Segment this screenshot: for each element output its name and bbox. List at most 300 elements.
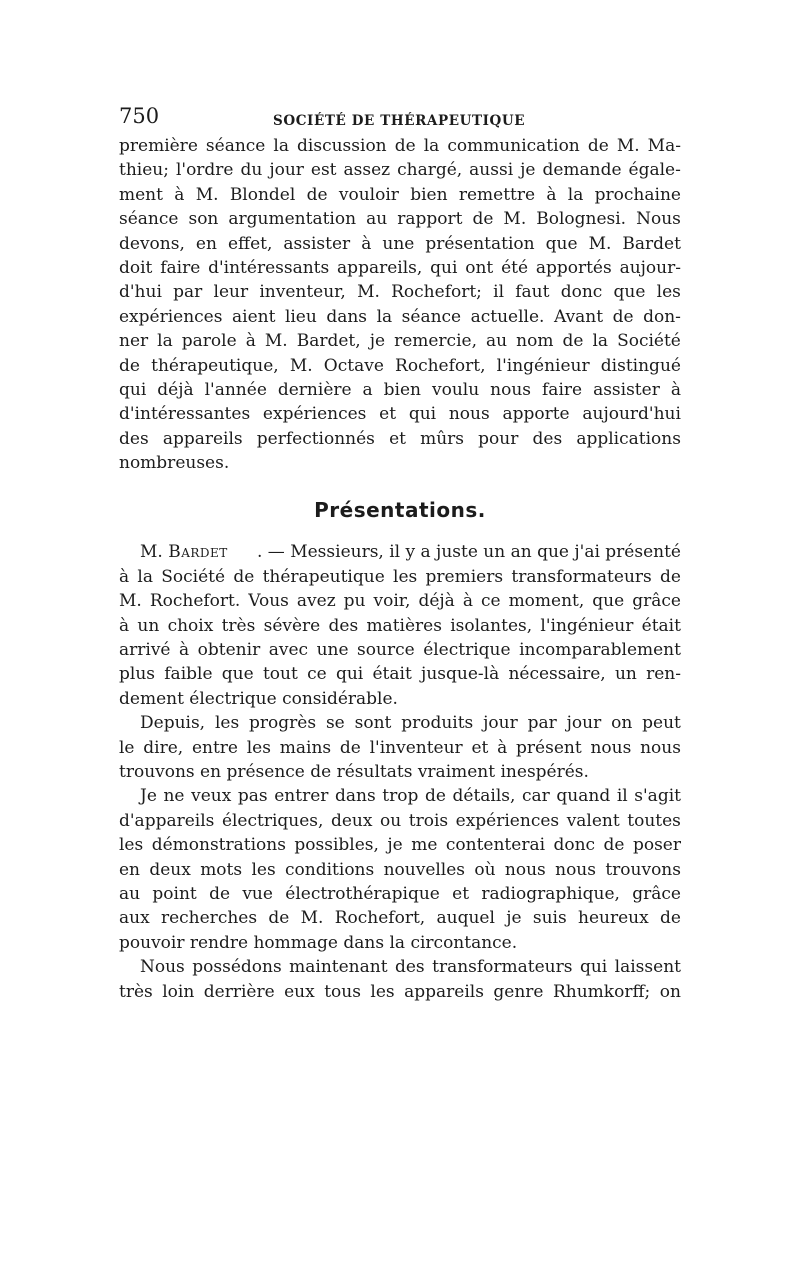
word: dans xyxy=(326,306,368,327)
word: possibles, xyxy=(294,835,379,856)
word: faire xyxy=(542,379,583,400)
paragraph-details xyxy=(119,784,681,955)
word: la xyxy=(273,136,289,156)
word: Je xyxy=(140,786,157,807)
word: dire, xyxy=(143,737,184,758)
word: à xyxy=(245,331,256,352)
word: faut xyxy=(515,282,550,303)
word: communication xyxy=(447,136,580,156)
word: sont xyxy=(354,713,392,734)
word: pu xyxy=(343,591,366,612)
word: thieu; xyxy=(119,160,169,181)
word: point xyxy=(152,883,197,904)
word: les xyxy=(119,835,144,856)
word: aient xyxy=(232,306,276,327)
word: M. xyxy=(616,136,640,156)
word: apportés xyxy=(535,257,612,278)
word: devons, xyxy=(119,233,185,254)
word: don- xyxy=(643,306,681,327)
word: en xyxy=(119,859,141,880)
word: déjà xyxy=(418,591,455,612)
word: trois xyxy=(408,810,449,831)
text-line xyxy=(119,134,681,158)
word: d'intéressants xyxy=(208,257,330,278)
word: je xyxy=(520,160,536,181)
word: Bardet, xyxy=(296,331,361,352)
speaker-line-text xyxy=(140,540,681,564)
word: de xyxy=(587,136,609,156)
word: ont xyxy=(465,257,494,278)
word: pour xyxy=(478,428,519,449)
word: il xyxy=(616,786,628,807)
text-line xyxy=(119,280,681,304)
word: ou xyxy=(380,810,402,831)
word: première xyxy=(119,136,198,156)
word: au xyxy=(486,331,508,352)
word: s'agit xyxy=(634,786,681,807)
word: Ma- xyxy=(647,136,681,156)
word: très xyxy=(119,981,153,1002)
word: a xyxy=(362,379,373,400)
word: séance xyxy=(119,209,179,230)
word: à xyxy=(179,640,190,661)
word: le xyxy=(119,737,135,758)
word: de xyxy=(233,566,255,587)
word: je xyxy=(506,908,522,929)
word: au xyxy=(119,883,141,904)
word: les xyxy=(393,566,418,587)
word: Société xyxy=(617,331,681,352)
word: et xyxy=(379,404,397,425)
word: choix xyxy=(167,615,214,636)
text-line xyxy=(119,906,681,930)
word: appareils xyxy=(162,428,243,449)
word: voir, xyxy=(373,591,411,612)
word: à xyxy=(119,615,130,636)
word: avec xyxy=(268,640,309,661)
word: applications xyxy=(576,428,681,449)
word: tous xyxy=(324,981,361,1002)
word: M. xyxy=(289,355,313,376)
word: je xyxy=(369,331,386,352)
word: Bardet xyxy=(622,233,681,254)
word: de xyxy=(659,908,681,929)
word: plus xyxy=(119,664,155,685)
word: donc xyxy=(560,282,603,303)
word: des xyxy=(119,428,149,449)
word: la xyxy=(592,331,609,352)
word: une xyxy=(382,233,415,254)
word: aujour- xyxy=(619,257,681,278)
word: jour xyxy=(269,160,304,181)
word: que xyxy=(613,282,646,303)
word: les xyxy=(370,981,395,1002)
word: à xyxy=(497,737,508,758)
word: Rochefort. xyxy=(149,591,241,612)
word: heureux xyxy=(578,908,649,929)
word: nous xyxy=(590,737,632,758)
word: de xyxy=(612,306,634,327)
word: car xyxy=(522,786,550,807)
word: jour xyxy=(483,713,518,734)
word: thérapeutique, xyxy=(151,355,279,376)
text-line xyxy=(119,305,681,329)
word: au xyxy=(366,209,388,230)
word: maintenant xyxy=(289,957,388,978)
word: recherches xyxy=(160,908,258,929)
word: remettre xyxy=(458,184,536,205)
word: entrer xyxy=(274,786,329,807)
word: est xyxy=(310,160,337,181)
word: dernière xyxy=(277,379,352,400)
word: se xyxy=(325,713,345,734)
word: ner xyxy=(119,331,149,352)
word: M. xyxy=(264,331,288,352)
word: actuelle. xyxy=(470,306,545,327)
word: que xyxy=(545,233,578,254)
word: Rochefort, xyxy=(395,355,486,376)
page-header xyxy=(119,104,681,134)
word: progrès xyxy=(249,713,317,734)
text-line xyxy=(119,158,681,182)
word: derrière xyxy=(203,981,275,1002)
word: ren- xyxy=(646,664,681,685)
text-line xyxy=(119,232,681,256)
word: que xyxy=(592,591,625,612)
word: effet, xyxy=(227,233,273,254)
text-line xyxy=(119,207,681,231)
word: loin xyxy=(162,981,195,1002)
word: suis xyxy=(532,908,567,929)
text-line: trouvons en présence de résultats vraiment inespérés. xyxy=(119,761,589,782)
word: M. xyxy=(357,282,380,303)
word: assez xyxy=(343,160,391,181)
word: l'inventeur xyxy=(369,737,463,758)
word: produits xyxy=(401,713,474,734)
word: laissent xyxy=(614,957,681,978)
section-title: Présentations. xyxy=(314,498,486,523)
word: de xyxy=(603,835,625,856)
text-line xyxy=(119,858,681,882)
word: distingué xyxy=(600,355,681,376)
word: à xyxy=(119,566,130,587)
word: que xyxy=(221,664,254,685)
word: nouvelles xyxy=(383,859,466,880)
word: les xyxy=(246,737,271,758)
word: M. xyxy=(300,908,324,929)
word: la xyxy=(567,184,584,205)
word: leur xyxy=(213,282,249,303)
word: détails, xyxy=(452,786,516,807)
word: à xyxy=(361,233,372,254)
word: nous xyxy=(448,404,490,425)
word: la xyxy=(157,331,173,352)
word: parole xyxy=(181,331,237,352)
text-line: pouvoir rendre hommage dans la circontance. xyxy=(119,932,518,953)
word: été xyxy=(501,257,529,278)
word: assister xyxy=(283,233,351,254)
text-line xyxy=(119,638,681,662)
word: électrothérapique xyxy=(285,883,440,904)
word: aujourd'hui xyxy=(582,404,681,425)
word: trouvons xyxy=(605,859,681,880)
text-line: dement électrique considérable. xyxy=(119,688,398,709)
word: les xyxy=(214,713,240,734)
word: apporte xyxy=(502,404,570,425)
text-line xyxy=(119,402,681,426)
paragraph-transformateurs xyxy=(119,955,681,1004)
word: tout xyxy=(262,664,298,685)
word: isolantes, xyxy=(450,615,533,636)
word: la xyxy=(137,566,153,587)
word: où xyxy=(474,859,496,880)
word: voulu xyxy=(432,379,480,400)
speaker-line xyxy=(119,540,681,564)
word: de xyxy=(472,209,494,230)
word: qui xyxy=(335,664,364,685)
text-line xyxy=(119,662,681,686)
word: la xyxy=(423,136,440,156)
word: de xyxy=(209,883,231,904)
word: perfectionnés xyxy=(256,428,375,449)
word: qui xyxy=(430,257,458,278)
word: deux xyxy=(149,859,191,880)
word: présentation xyxy=(425,233,535,254)
word: électrique xyxy=(423,640,511,661)
word: argumentation xyxy=(228,209,357,230)
word: moment, xyxy=(508,591,585,612)
word: expériences xyxy=(455,810,560,831)
word: M. xyxy=(588,233,612,254)
text-line xyxy=(119,354,681,378)
word: à xyxy=(670,379,681,400)
word: appareils xyxy=(404,981,484,1002)
text-line xyxy=(119,589,681,613)
word: bien xyxy=(383,379,422,400)
word: me xyxy=(411,835,438,856)
word: Blondel xyxy=(229,184,296,205)
text-line xyxy=(119,980,681,1004)
word: dans xyxy=(334,786,376,807)
word: était xyxy=(372,664,412,685)
word: arrivé xyxy=(119,640,171,661)
word: aux xyxy=(119,908,150,929)
text-line xyxy=(119,329,681,353)
word: prochaine xyxy=(594,184,681,205)
text-line xyxy=(119,809,681,833)
word: déjà xyxy=(157,379,194,400)
word: vue xyxy=(242,883,273,904)
word: nous xyxy=(490,379,532,400)
page-number: 750 xyxy=(119,104,160,128)
word: jusque-là xyxy=(421,664,500,685)
word: inventeur, xyxy=(259,282,346,303)
word: séance xyxy=(401,306,462,327)
word: mots xyxy=(200,859,243,880)
word: de xyxy=(339,737,361,758)
word: il xyxy=(493,282,505,303)
word: thérapeutique xyxy=(262,566,385,587)
word: demande xyxy=(542,160,622,181)
word: mûrs xyxy=(420,428,465,449)
word: radiographique, xyxy=(481,883,620,904)
word: mains xyxy=(279,737,332,758)
word: Rochefort; xyxy=(391,282,482,303)
word: deux xyxy=(330,810,373,831)
paragraph-depuis xyxy=(119,711,681,784)
text-line: nombreuses. xyxy=(119,453,230,474)
word: nécessaire, xyxy=(508,664,606,685)
word: de xyxy=(306,184,328,205)
speaker-intro xyxy=(140,540,228,564)
text-line xyxy=(119,183,681,207)
word: séance xyxy=(205,136,266,156)
word: son xyxy=(188,209,219,230)
word: électriques, xyxy=(221,810,324,831)
word: l'ingénieur xyxy=(496,355,590,376)
word: les xyxy=(251,859,276,880)
word: nom xyxy=(516,331,554,352)
word: je xyxy=(387,835,403,856)
word: à xyxy=(462,591,473,612)
text-line xyxy=(119,784,681,808)
word: Société xyxy=(161,566,226,587)
word: l'ingénieur xyxy=(540,615,634,636)
word: Nous xyxy=(140,957,185,978)
word: incomparablement xyxy=(519,640,681,661)
word: avez xyxy=(296,591,336,612)
book-page xyxy=(119,104,681,1004)
intro-paragraph xyxy=(119,134,681,475)
word: et xyxy=(389,428,406,449)
word: peut xyxy=(642,713,681,734)
text-line xyxy=(119,955,681,979)
word: appareils, xyxy=(337,257,423,278)
word: aussi xyxy=(469,160,514,181)
word: contenterai xyxy=(445,835,546,856)
word: les xyxy=(656,282,681,303)
word: Rochefort, xyxy=(334,908,426,929)
word: faire xyxy=(160,257,201,278)
word: Depuis, xyxy=(140,713,206,734)
word: de xyxy=(268,908,290,929)
word: qui xyxy=(119,379,147,400)
word: discussion xyxy=(297,136,387,156)
speaker-prefix: M. xyxy=(140,542,163,563)
word: du xyxy=(240,160,263,181)
word: trop xyxy=(382,786,419,807)
word: toutes xyxy=(627,810,681,831)
word: par xyxy=(173,282,203,303)
word: présent xyxy=(516,737,582,758)
word: et xyxy=(471,737,489,758)
word: Octave xyxy=(323,355,384,376)
word: on xyxy=(611,713,633,734)
word: l'ordre xyxy=(175,160,234,181)
text-line xyxy=(119,833,681,857)
word: matières xyxy=(366,615,442,636)
word: faible xyxy=(164,664,213,685)
word: bien xyxy=(410,184,448,205)
word: transformateurs xyxy=(511,566,652,587)
word: était xyxy=(641,615,681,636)
word: eux xyxy=(284,981,315,1002)
word: auquel xyxy=(436,908,495,929)
word: nous xyxy=(555,859,596,880)
word: la xyxy=(376,306,393,327)
word: conditions xyxy=(285,859,375,880)
word: assister xyxy=(593,379,660,400)
text-line xyxy=(119,378,681,402)
word: jour xyxy=(566,713,602,734)
word: en xyxy=(195,233,217,254)
word: remercie, xyxy=(394,331,477,352)
running-head: SOCIÉTÉ DE THÉRAPEUTIQUE xyxy=(273,113,526,129)
word: Rhumkorff; xyxy=(552,981,651,1002)
word: un xyxy=(614,664,637,685)
text-line xyxy=(119,427,681,451)
word: lieu xyxy=(284,306,317,327)
word: de xyxy=(660,566,681,587)
word: M. xyxy=(503,209,527,230)
word: ce xyxy=(307,664,327,685)
word: par xyxy=(527,713,557,734)
word: à xyxy=(174,184,185,205)
word: obtenir xyxy=(197,640,261,661)
text-line xyxy=(119,565,681,589)
word: ment xyxy=(119,184,163,205)
word: poser xyxy=(632,835,681,856)
word: Bolognesi. xyxy=(536,209,627,230)
word: et xyxy=(452,883,470,904)
word: démonstrations xyxy=(151,835,286,856)
word: expériences xyxy=(119,306,223,327)
word: quand xyxy=(556,786,611,807)
word: doit xyxy=(119,257,153,278)
word: de xyxy=(394,136,416,156)
word: donc xyxy=(553,835,596,856)
word: vouloir xyxy=(338,184,399,205)
word: source xyxy=(357,640,415,661)
text-line xyxy=(119,256,681,280)
word: entre xyxy=(191,737,238,758)
text-line xyxy=(119,614,681,638)
word: d'intéressantes xyxy=(119,404,251,425)
word: des xyxy=(394,957,425,978)
word: valent xyxy=(566,810,620,831)
word: d'appareils xyxy=(119,810,215,831)
text-line xyxy=(119,711,681,735)
word: Nous xyxy=(636,209,681,230)
word: rapport xyxy=(397,209,463,230)
word: très xyxy=(221,615,256,636)
paragraph-bardet xyxy=(119,540,681,711)
word: qui xyxy=(579,957,608,978)
word: de xyxy=(562,331,584,352)
word: qui xyxy=(408,404,437,425)
word: on xyxy=(659,981,681,1002)
word: possédons xyxy=(192,957,282,978)
word: de xyxy=(119,355,140,376)
text-line xyxy=(119,882,681,906)
word: genre xyxy=(493,981,544,1002)
word: de xyxy=(424,786,446,807)
word: des xyxy=(532,428,563,449)
word: M. xyxy=(195,184,219,205)
word: chargé, xyxy=(397,160,463,181)
word: premiers xyxy=(425,566,504,587)
word: nous xyxy=(640,737,681,758)
